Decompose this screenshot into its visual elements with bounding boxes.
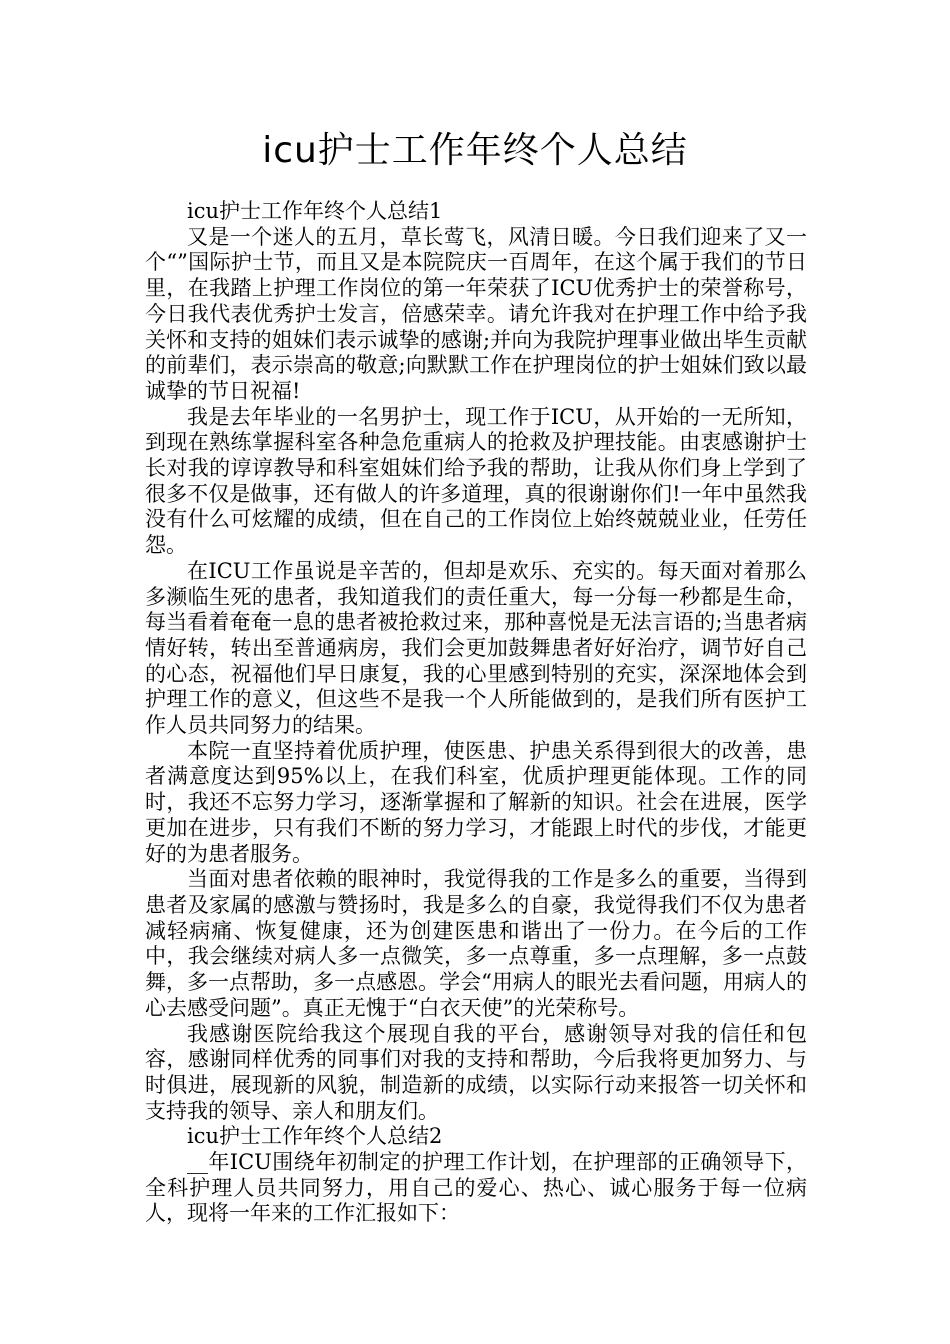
- section-heading-1: icu护士工作年终个人总结1: [187, 199, 443, 223]
- paragraph: 又是一个迷人的五月，草长莺飞，风清日暖。今日我们迎来了又一个“”国际护士节，而且又是本院院庆一百周年，在这个属于我们的节日里，在我踏上护理工作岗位的第一年荣获了ICU优秀护士的荣誉称号，今日我代表优秀护士发言，倍感荣幸。请允许我对在护理工作中给予我关怀和支持的姐妹们表示诚挚的感谢;并向为我院护理事业做出毕生贡献的前辈们，表示崇高的敬意;向默默工作在护理岗位的护士姐妹们致以最诚挚的节日祝福!: [145, 224, 807, 403]
- paragraph: 当面对患者依赖的眼神时，我觉得我的工作是多么的重要，当得到患者及家属的感激与赞扬时，我是多么的自豪，我觉得我们不仅为患者减轻病痛、恢复健康，还为创建医患和谐出了一份力。在今后的工作中，我会继续对病人多一点微笑，多一点尊重，多一点理解，多一点鼓舞，多一点帮助，多一点感恩。学会“用病人的眼光去看问题，用病人的心去感受问题”。真正无愧于“白衣天使”的光荣称号。: [145, 867, 807, 1020]
- paragraph: __年ICU围绕年初制定的护理工作计划，在护理部的正确领导下，全科护理人员共同努力，用自己的爱心、热心、诚心服务于每一位病人，现将一年来的工作汇报如下：: [145, 1150, 807, 1226]
- document-title: icu护士工作年终个人总结: [262, 130, 688, 171]
- section-heading-2: icu护士工作年终个人总结2: [187, 1124, 443, 1149]
- paragraph: 在ICU工作虽说是辛苦的，但却是欢乐、充实的。每天面对着那么多濒临生死的患者，我知道我们的责任重大，每一分每一秒都是生命，每当看着奄奄一息的患者被抢救过来，那种喜悦是无法言语的;当患者病情好转，转出至普通病房，我们会更加鼓舞患者好好治疗，调节好自己的心态，祝福他们早日康复，我的心里感到特别的充实，深深地体会到护理工作的意义，但这些不是我一个人所能做到的，是我们所有医护工作人员共同努力的结果。: [145, 558, 807, 738]
- paragraph: 我是去年毕业的一名男护士，现工作于ICU，从开始的一无所知，到现在熟练掌握科室各种急危重病人的抢救及护理技能。由衷感谢护士长对我的谆谆教导和科室姐妹们给予我的帮助，让我从你们身上学到了很多不仅是做事，还有做人的许多道理，真的很谢谢你们!一年中虽然我没有什么可炫耀的成绩，但在自己的工作岗位上始终兢兢业业，任劳任怨。: [145, 404, 807, 558]
- paragraph: 本院一直坚持着优质护理，使医患、护患关系得到很大的改善，患者满意度达到95%以上，在我们科室，优质护理更能体现。工作的同时，我还不忘努力学习，逐渐掌握和了解新的知识。社会在进展，医学更加在进步，只有我们不断的努力学习，才能跟上时代的步伐，才能更好的为患者服务。: [145, 738, 807, 866]
- document-body: [145, 199, 807, 1227]
- paragraph: 我感谢医院给我这个展现自我的平台，感谢领导对我的信任和包容，感谢同样优秀的同事们对我的支持和帮助，今后我将更加努力、与时俱进，展现新的风貌，制造新的成绩，以实际行动来报答一切关怀和支持我的领导、亲人和朋友们。: [145, 1021, 807, 1123]
